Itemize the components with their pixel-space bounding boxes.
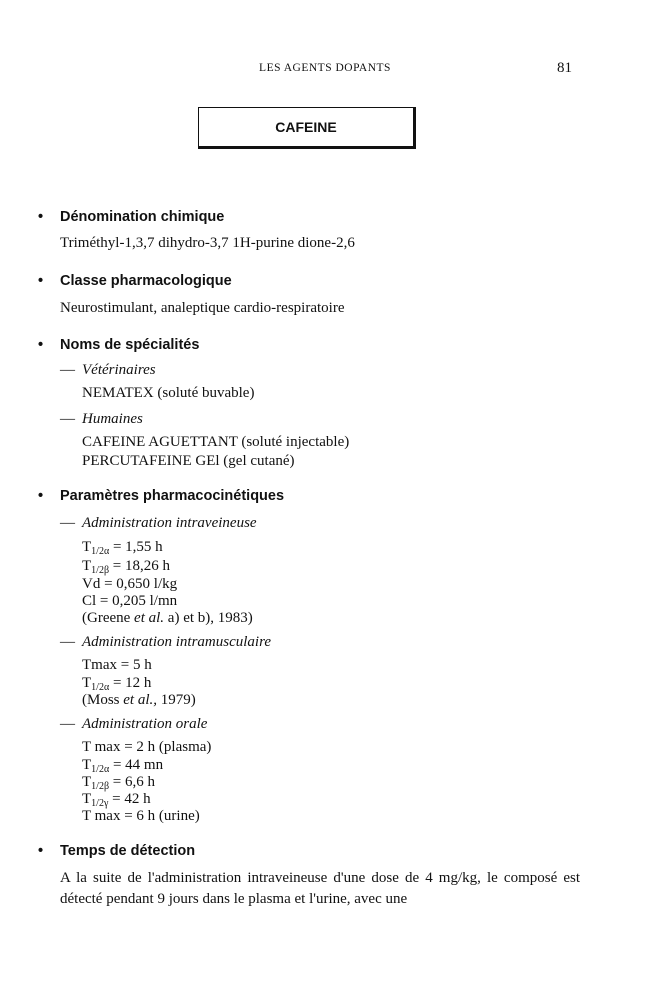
iv-ref: [82, 610, 253, 627]
page-number: 81: [557, 60, 572, 76]
subscript: 1/2β: [91, 781, 110, 792]
bullet-icon: •: [38, 843, 44, 859]
subscript: 1/2β: [91, 565, 110, 576]
label-text: Administration orale: [82, 716, 208, 732]
im-tmax: Tmax = 5 h: [82, 657, 152, 673]
vet-label: [60, 362, 156, 379]
value: = 1,55 h: [112, 539, 163, 555]
value: = 42 h: [112, 791, 151, 807]
subscript: 1/2α: [91, 682, 110, 693]
dash: —: [60, 515, 75, 531]
value: = 6,6 h: [112, 774, 156, 790]
t-symbol: T: [82, 791, 92, 807]
page-title: CAFEINE: [198, 107, 416, 149]
label-text: Humaines: [82, 411, 143, 427]
subscript: 1/2α: [91, 764, 110, 775]
value: = 12 h: [112, 675, 152, 691]
ref-etal: et al.: [134, 610, 165, 626]
heading-classe: [38, 273, 232, 289]
heading-text: Dénomination chimique: [60, 209, 225, 225]
subscript: 1/2γ: [91, 798, 109, 809]
bullet-icon: •: [38, 273, 44, 289]
ref-text: a) et b), 1983): [167, 610, 253, 626]
value: = 18,26 h: [112, 558, 171, 574]
ref-text: (Greene: [82, 610, 131, 626]
dash: —: [60, 362, 75, 378]
oral-t-alpha: [82, 757, 163, 775]
hum-label: [60, 411, 143, 428]
bullet-icon: •: [38, 337, 44, 353]
hum-item-1: CAFEINE AGUETTANT (soluté injectable): [82, 434, 350, 450]
ref-etal: et al.,: [123, 692, 158, 708]
vet-item: NEMATEX (soluté buvable): [82, 385, 255, 401]
ref-text: 1979): [160, 692, 196, 708]
bullet-icon: •: [38, 488, 44, 504]
denomination-text: Triméthyl-1,3,7 dihydro-3,7 1H-purine dione-2,6: [60, 235, 355, 251]
heading-temps: [38, 843, 195, 859]
t-symbol: T: [82, 675, 92, 691]
bullet-icon: •: [38, 209, 44, 225]
hum-item-2: PERCUTAFEINE GEl (gel cutané): [82, 453, 295, 469]
heading-text: Classe pharmacologique: [60, 273, 232, 289]
iv-label: [60, 515, 257, 532]
dash: —: [60, 411, 75, 427]
classe-text: Neurostimulant, analeptique cardio-respiratoire: [60, 300, 345, 316]
oral-label: [60, 716, 207, 733]
t-symbol: T: [82, 558, 92, 574]
oral-t-beta: [82, 774, 155, 792]
im-ref: [82, 692, 196, 709]
oral-tmax-urine: T max = 6 h (urine): [82, 808, 200, 824]
oral-tmax-plasma: T max = 2 h (plasma): [82, 739, 212, 755]
iv-t-alpha: [82, 539, 163, 557]
im-label: [60, 634, 271, 651]
subscript: 1/2α: [91, 546, 110, 557]
oral-t-gamma: [82, 791, 151, 809]
t-symbol: T: [82, 539, 92, 555]
t-symbol: T: [82, 757, 92, 773]
ref-text: (Moss: [82, 692, 120, 708]
running-header: LES AGENTS DOPANTS: [259, 62, 391, 74]
t-symbol: T: [82, 774, 92, 790]
label-text: Administration intraveineuse: [82, 515, 257, 531]
heading-text: Temps de détection: [60, 843, 196, 859]
heading-pk: [38, 488, 284, 504]
heading-text: Noms de spécialités: [60, 337, 200, 353]
heading-noms: [38, 337, 199, 353]
im-t-alpha: [82, 675, 151, 693]
heading-text: Paramètres pharmacocinétiques: [60, 488, 285, 504]
dash: —: [60, 634, 75, 650]
iv-cl: Cl = 0,205 l/mn: [82, 593, 178, 609]
heading-denomination: [38, 209, 224, 225]
label-text: Administration intramusculaire: [82, 634, 272, 650]
value: = 44 mn: [112, 757, 164, 773]
iv-t-beta: [82, 558, 170, 576]
dash: —: [60, 716, 75, 732]
iv-vd: Vd = 0,650 l/kg: [82, 576, 178, 592]
temps-text: A la suite de l'administration intraveineuse d'une dose de 4 mg/kg, le composé est détecté pendant 9 jours dans le plasma et l'urine, avec une: [60, 870, 580, 907]
label-text: Vétérinaires: [82, 362, 156, 378]
